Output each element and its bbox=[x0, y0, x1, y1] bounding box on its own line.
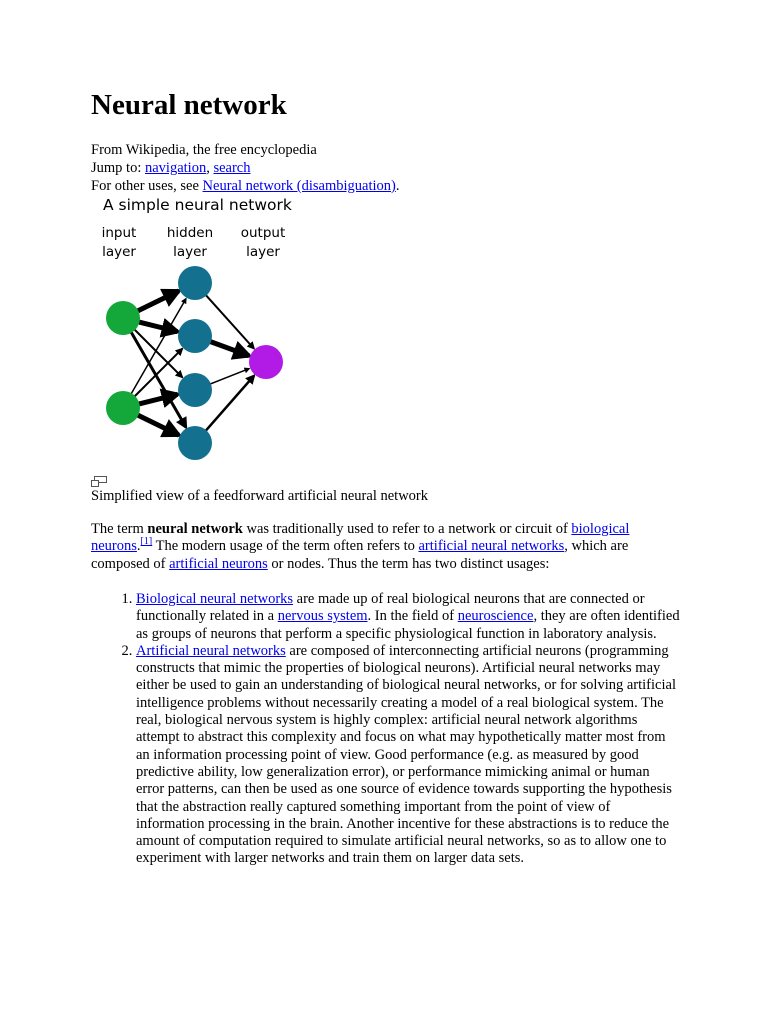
usages-list bbox=[91, 591, 681, 868]
network-nodes bbox=[106, 266, 283, 460]
list-item: 1. Biological neural networks are made up of real biological neurons that are connected or functionally related in a nervous system. In the field of neuroscience, they are often identified as groups of neurons that perform a specific physiological function in laboratory analysis. bbox=[136, 591, 681, 643]
tagline: From Wikipedia, the free encyclopedia bbox=[91, 142, 317, 158]
artificial-neural-networks-list-link[interactable]: Artificial neural networks bbox=[136, 642, 286, 659]
figure-title: A simple neural network bbox=[103, 196, 292, 214]
hidden-node-0 bbox=[178, 266, 212, 300]
edge-input-0-hidden-2 bbox=[134, 329, 183, 378]
artificial-neural-networks-link[interactable]: artificial neural networks bbox=[418, 538, 565, 555]
reference-1-link[interactable]: [1] bbox=[140, 536, 153, 548]
hatnote bbox=[91, 178, 399, 195]
jump-to-separator: , bbox=[206, 160, 214, 176]
input-layer-label: input layer bbox=[101, 225, 137, 260]
intro-paragraph: The term neural network was traditionally used to refer to a network or circuit of biological neurons.[1] The modern usage of the term often refers to artificial neural networks, which are composed of artificial neurons or nodes. Thus the term has two distinct usages: bbox=[91, 521, 630, 572]
edge-input-0-hidden-0 bbox=[136, 291, 178, 312]
hidden-layer-label: hidden layer bbox=[166, 225, 214, 260]
page-title: Neural network bbox=[91, 89, 287, 121]
input-node-1 bbox=[106, 391, 140, 425]
jump-to-line bbox=[91, 160, 250, 177]
disambiguation-link[interactable]: Neural network (disambiguation) bbox=[202, 178, 396, 194]
search-link[interactable]: search bbox=[213, 160, 251, 176]
edge-input-1-hidden-3 bbox=[136, 415, 178, 436]
biological-neural-networks-link[interactable]: Biological neural networks bbox=[136, 591, 294, 607]
output-node-0 bbox=[249, 345, 283, 379]
list-item: 2. Artificial neural networks are composed of interconnecting artificial neurons (programming constructs that mimic the properties of biological neurons). Artificial neural networks may either be used to gain an understanding of biological neural networks, or for solving artificial intelligence problems without necessarily creating a model of a real biological system. The real, biological nervous system is highly complex: artificial neural network algorithms attempt to abstract this complexity and focus on what may hypothetically matter most from an information processing point of view. Good performance (e.g. as measured by good predictive ability, low generalization error), or performance mimicking animal or human error patterns, can then be used as one source of evidence towards supporting the hypothesis that the abstraction really captured something important from the point of view of information processing in the brain. Another incentive for these abstractions is to reduce the amount of computation required to simulate artificial neural networks, so as to allow one to experiment with larger networks and train them on larger data sets. bbox=[136, 643, 681, 868]
hatnote-prefix: For other uses, see bbox=[91, 178, 203, 194]
jump-to-prefix: Jump to: bbox=[91, 160, 145, 176]
hidden-node-2 bbox=[178, 373, 212, 407]
neural-network-figure[interactable] bbox=[91, 194, 301, 469]
hidden-node-3 bbox=[178, 426, 212, 460]
navigation-link[interactable]: navigation bbox=[144, 160, 207, 176]
output-layer-label: output layer bbox=[240, 225, 286, 260]
figure-caption: Simplified view of a feedforward artificial neural network bbox=[91, 488, 428, 504]
enlarge-icon[interactable] bbox=[91, 476, 107, 487]
network-edges bbox=[130, 291, 254, 435]
edge-hidden-2-output bbox=[209, 369, 249, 385]
biological-neurons-link[interactable]: biological neurons bbox=[91, 521, 630, 555]
input-node-0 bbox=[106, 301, 140, 335]
hidden-node-1 bbox=[178, 319, 212, 353]
network-diagram bbox=[91, 194, 301, 469]
edge-hidden-1-output bbox=[209, 341, 249, 356]
bold-term: neural network bbox=[147, 521, 243, 537]
artificial-neurons-link[interactable]: artificial neurons bbox=[169, 555, 268, 572]
hatnote-suffix: . bbox=[395, 178, 400, 194]
neuroscience-link[interactable]: neuroscience bbox=[457, 608, 534, 625]
nervous-system-link[interactable]: nervous system bbox=[277, 608, 368, 625]
edge-input-1-hidden-1 bbox=[134, 349, 183, 398]
